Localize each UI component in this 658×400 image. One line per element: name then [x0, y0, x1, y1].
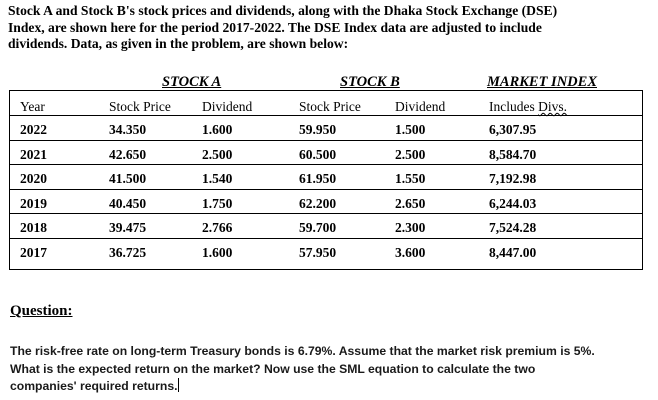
group-header-stock-b: STOCK B	[340, 74, 400, 90]
text-cursor	[178, 378, 179, 392]
cell-stock-a-dividend: 2.500	[202, 147, 233, 162]
cell-stock-a-price: 42.650	[109, 147, 147, 162]
cell-stock-a-price: 36.725	[109, 245, 147, 260]
question-line-3-text: companies' required returns.	[10, 379, 178, 393]
cell-stock-b-price: 61.950	[299, 171, 337, 186]
intro-line-3: dividends. Data, as given in the problem, are shown below:	[8, 36, 349, 51]
column-header-stock-b-price: Stock Price	[299, 99, 361, 114]
cell-stock-b-price: 57.950	[299, 245, 337, 260]
cell-market-index: 6,307.95	[489, 122, 537, 137]
intro-paragraph	[8, 3, 648, 53]
column-header-market-suffix: Divs.	[538, 99, 567, 114]
cell-stock-a-price: 34.350	[109, 122, 147, 137]
cell-stock-b-dividend: 2.650	[395, 196, 426, 211]
cell-year: 2019	[20, 196, 47, 211]
table-row-divider	[10, 164, 642, 165]
table-row-divider	[10, 238, 642, 239]
cell-year: 2018	[20, 220, 47, 235]
column-header-market-prefix: Includes	[489, 99, 539, 114]
cell-stock-b-price: 59.700	[299, 220, 337, 235]
cell-stock-a-price: 39.475	[109, 220, 147, 235]
cell-stock-b-dividend: 2.500	[395, 147, 426, 162]
table-row-divider	[10, 189, 642, 190]
cell-stock-a-dividend: 1.540	[202, 171, 233, 186]
cell-year: 2020	[20, 171, 47, 186]
cell-market-index: 7,524.28	[489, 220, 537, 235]
cell-market-index: 8,584.70	[489, 147, 537, 162]
cell-stock-a-price: 40.450	[109, 196, 147, 211]
cell-stock-b-price: 62.200	[299, 196, 337, 211]
cell-stock-b-dividend: 1.550	[395, 171, 426, 186]
column-header-stock-b-dividend: Dividend	[395, 99, 446, 114]
question-label: Question:	[10, 303, 73, 319]
cell-stock-a-dividend: 1.600	[202, 122, 233, 137]
table-row-divider	[10, 140, 642, 141]
cell-year: 2017	[20, 245, 47, 260]
cell-stock-b-dividend: 1.500	[395, 122, 426, 137]
cell-stock-b-price: 60.500	[299, 147, 337, 162]
intro-line-2: Index, are shown here for the period 2017-2022. The DSE Index data are adjusted to include	[8, 19, 542, 35]
cell-stock-a-price: 41.500	[109, 171, 147, 186]
cell-year: 2022	[20, 122, 47, 137]
cell-stock-b-dividend: 2.300	[395, 220, 426, 235]
column-header-stock-a-price: Stock Price	[109, 99, 171, 114]
group-header-stock-a: STOCK A	[162, 74, 222, 90]
table-row-divider	[10, 115, 642, 116]
cell-stock-b-price: 59.950	[299, 122, 337, 137]
cell-stock-a-dividend: 2.766	[202, 220, 233, 235]
question-text[interactable]	[10, 343, 640, 396]
question-line-1: The risk-free rate on long-term Treasury bonds is 6.79%. Assume that the market risk premium is 5%.	[10, 344, 595, 358]
intro-line-1: Stock A and Stock B's stock prices and dividends, along with the Dhaka Stock Exchange (DSE)	[8, 3, 558, 18]
column-header-stock-a-dividend: Dividend	[202, 99, 253, 114]
table-row-divider	[10, 213, 642, 214]
question-line-3	[10, 378, 640, 396]
column-header-year: Year	[20, 99, 45, 114]
question-line-2: What is the expected return on the market? Now use the SML equation to calculate the two	[10, 361, 536, 376]
cell-market-index: 6,244.03	[489, 196, 537, 211]
column-header-market-index	[489, 99, 567, 115]
cell-stock-b-dividend: 3.600	[395, 245, 426, 260]
data-table	[9, 90, 643, 270]
cell-market-index: 8,447.00	[489, 245, 537, 260]
cell-stock-a-dividend: 1.600	[202, 245, 233, 260]
group-header-market-index: MARKET INDEX	[487, 74, 597, 90]
cell-year: 2021	[20, 147, 47, 162]
cell-market-index: 7,192.98	[489, 171, 537, 186]
cell-stock-a-dividend: 1.750	[202, 196, 233, 211]
